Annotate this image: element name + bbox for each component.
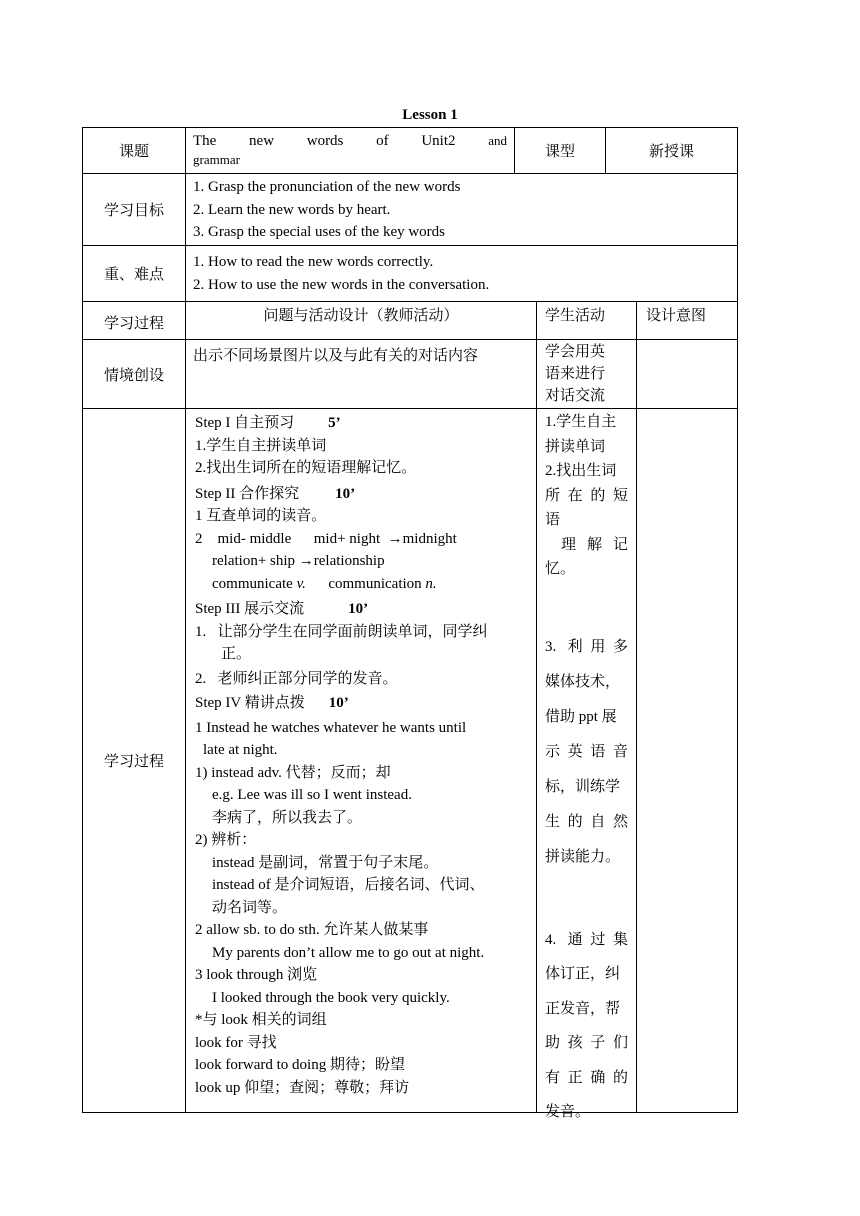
- point-line: look for 寻找: [195, 1034, 277, 1051]
- point-line: 李病了，所以我去了。: [212, 809, 363, 826]
- step-title: Step IV 精讲点拨: [195, 695, 305, 711]
- situation-teacher: 出示不同场景图片以及与此有关的对话内容: [185, 339, 537, 409]
- label-type: 课型: [514, 127, 606, 174]
- student-line: 发音。: [545, 1104, 591, 1120]
- step-title: Step I 自主预习: [195, 415, 295, 431]
- step-item: 1. 让部分学生在同学面前朗读单词，同学纠: [195, 623, 488, 640]
- point-line: instead 是副词，常置于句子末尾。: [212, 854, 439, 871]
- student-line: 3. 利用多: [545, 638, 628, 655]
- student-line: 有正确的: [545, 1069, 628, 1086]
- step-item: 正。: [221, 646, 252, 662]
- objective-item: 2. Learn the new words by heart.: [193, 201, 391, 218]
- step-item: 1.学生自主拼读单词: [195, 437, 327, 454]
- student-line: 所在的短: [545, 487, 628, 504]
- step-time: 10’: [348, 601, 369, 617]
- step-title: Step III 展示交流: [195, 601, 305, 617]
- page-title: Lesson 1: [402, 107, 458, 123]
- objective-item: 1. Grasp the pronunciation of the new words: [193, 179, 461, 195]
- step-item: 1 互查单词的读音。: [195, 508, 327, 524]
- process-intent: [636, 408, 738, 1113]
- student-line: 语: [545, 512, 561, 528]
- topic-word: of: [376, 133, 389, 149]
- student-line: 1.学生自主: [545, 414, 617, 430]
- header-student-activity: 学生活动: [536, 301, 637, 340]
- step-time: 5’: [328, 415, 341, 431]
- point-line: 动名词等。: [212, 899, 288, 916]
- student-line: 学会用英: [545, 344, 606, 360]
- point-line: 1 Instead he watches whatever he wants until: [195, 719, 467, 736]
- point-line: I looked through the book very quickly.: [212, 989, 450, 1006]
- situation-intent: [636, 339, 738, 409]
- student-line: 忆。: [545, 561, 576, 577]
- process-student: [536, 408, 637, 1120]
- point-line: 1) instead adv. 代替；反而；却: [195, 764, 391, 781]
- student-line: 对话交流: [545, 388, 606, 404]
- objective-item: 3. Grasp the special uses of the key words: [193, 224, 446, 240]
- student-line: 体订正，纠: [545, 966, 621, 982]
- point-line: look up 仰望；查阅；尊敬；拜访: [195, 1079, 410, 1096]
- step-item: relation+ ship →relationship: [212, 553, 385, 569]
- student-line: 助孩子们: [545, 1035, 628, 1051]
- student-line: 生的自然: [545, 813, 628, 830]
- point-line: e.g. Lee was ill so I went instead.: [212, 787, 412, 803]
- student-line: 语来进行: [545, 366, 606, 382]
- point-line: look forward to doing 期待；盼望: [195, 1057, 405, 1073]
- topic-word: The: [193, 133, 217, 149]
- student-line: 示英语音: [545, 743, 628, 760]
- student-line: 媒体技术，: [545, 673, 621, 690]
- label-process: 学习过程: [82, 408, 186, 1113]
- topic-value: [185, 127, 515, 174]
- point-line: late at night.: [203, 742, 278, 758]
- student-line: 拼读能力。: [545, 848, 621, 865]
- point-line: My parents don’t allow me to go out at night.: [212, 944, 485, 961]
- label-topic: 课题: [82, 127, 186, 174]
- student-line: 拼读单词: [545, 438, 606, 455]
- header-teacher-activity: 问题与活动设计（教师活动）: [185, 301, 537, 340]
- key-point-item: 2. How to use the new words in the conversation.: [193, 276, 490, 293]
- label-situation: 情境创设: [82, 339, 186, 409]
- step-time: 10’: [328, 695, 349, 711]
- topic-word: Unit2: [421, 133, 456, 149]
- key-points-list: [185, 245, 738, 302]
- topic-word: words: [306, 133, 344, 149]
- student-line: 借助 ppt 展: [545, 708, 617, 725]
- step-item: 2 mid- middle mid+ night →midnight: [195, 530, 457, 547]
- step-title: Step II 合作探究: [195, 485, 300, 502]
- topic-word: new: [249, 133, 275, 149]
- step-item: 2.找出生词所在的短语理解记忆。: [195, 460, 417, 476]
- step-item: 2. 老师纠正部分同学的发音。: [195, 670, 398, 687]
- point-line: 3 look through 浏览: [195, 967, 318, 983]
- label-key-points: 重、难点: [82, 245, 186, 302]
- type-value: 新授课: [605, 127, 738, 174]
- situation-student: [536, 339, 637, 409]
- label-process-header: 学习过程: [82, 301, 186, 340]
- topic-word: and: [488, 133, 507, 148]
- student-line: 2.找出生词: [545, 463, 617, 479]
- student-line: 正发音，帮: [545, 1000, 621, 1017]
- step-item: communicate v. communication n.: [212, 575, 437, 592]
- point-line: 2 allow sb. to do sth. 允许某人做某事: [195, 922, 429, 938]
- point-line: instead of 是介词短语，后接名词、代词、: [212, 877, 485, 893]
- student-line: 4. 通过集: [545, 931, 628, 948]
- topic-line-2: grammar: [193, 152, 240, 167]
- point-line: *与 look 相关的词组: [195, 1012, 327, 1028]
- header-design-intent: 设计意图: [636, 301, 738, 340]
- point-line: 2) 辨析：: [195, 832, 257, 848]
- process-teacher: [185, 408, 537, 1113]
- label-objectives: 学习目标: [82, 173, 186, 246]
- step-time: 10’: [335, 485, 356, 502]
- student-line: 理解记: [561, 536, 628, 553]
- student-line: 标，训练学: [545, 778, 621, 795]
- lesson-table: [82, 127, 738, 1120]
- key-point-item: 1. How to read the new words correctly.: [193, 254, 434, 270]
- objectives-list: [185, 173, 738, 246]
